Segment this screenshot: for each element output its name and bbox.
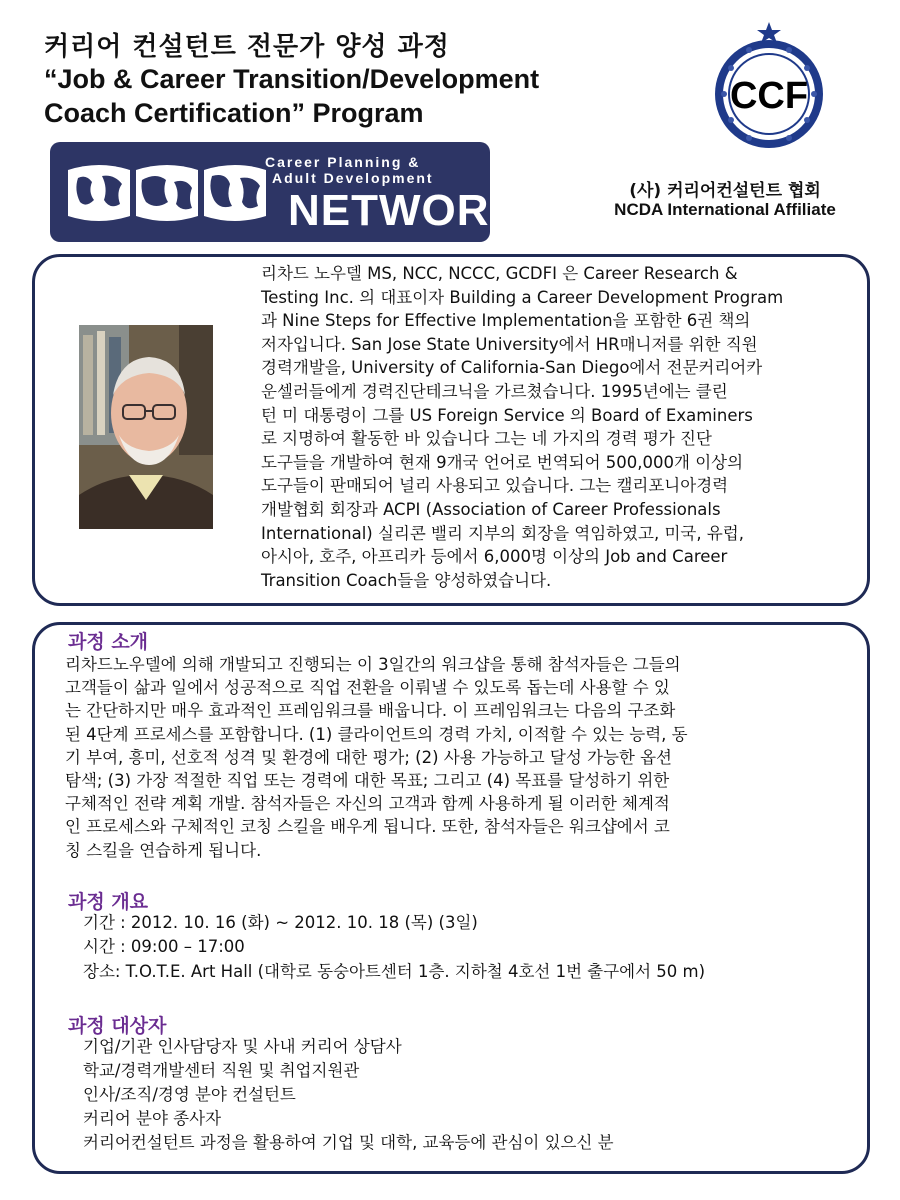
bio-text: 리차드 노우델 MS, NCC, NCCC, GCDFI 은 Career Research & Testing Inc. 의 대표이자 Building a Career Development Program 과 Nine Steps for Effective Implementation을 포함한 6권 책의 저자입니다. San Jose State University에서 HR매니저를 위한 직원 경력개발을, University of California-San Diego에서 전문커리어카 운셀러들에게 경력진단테크닉을 가르쳤습니다. 1995년에는 클린 턴 미 대통령이 그를 US Foreign Service 의 Board of Examiners 로 지명하여 활동한 바 있습니다 그는 네 가지의 경력 평가 진단 도구들을 개발하여 현재 9개국 언어로 번역되어 500,000개 이상의 도구들이 판매되어 널리 사용되고 있습니다. 그는 캘리포니아경력 개발협회 회장과 ACPI (Association of Career Professionals International) 실리콘 밸리 지부의 회장을 역임하였고, 미국, 유럽, 아시아, 호주, 아프리카 등에서 6,000명 이상의 Job and Career Transition Coach들을 양성하였습니다. (261, 264, 784, 590)
globe-icon (64, 162, 134, 224)
audience-item: 커리어컨설턴트 과정을 활용하여 기업 및 대학, 교육등에 관심이 있으신 분 (83, 1133, 614, 1152)
organization-name: (사) 커리어컨설턴트 협회 (629, 181, 821, 201)
banner-wordmark: NETWORK (288, 186, 523, 235)
course-section (32, 622, 870, 1174)
organization-affiliation: NCDA International Affiliate (614, 200, 836, 219)
audience-item: 기업/기관 인사담당자 및 사내 커리어 상담사 (83, 1037, 402, 1056)
title-korean: 커리어 컨설턴트 전문가 양성 과정 (44, 32, 450, 62)
network-banner (50, 142, 523, 242)
ccf-logo-text: CCF (729, 75, 809, 117)
overview-time: 시간 : 09:00 – 17:00 (83, 937, 245, 956)
intro-heading: 과정 소개 (68, 631, 149, 653)
audience-item: 인사/조직/경영 분야 컨설턴트 (83, 1085, 296, 1104)
overview-period: 기간 : 2012. 10. 16 (화) ~ 2012. 10. 18 (목) (3일) (83, 913, 478, 932)
banner-tagline-1: Career Planning & (265, 154, 421, 170)
globe-icon (132, 162, 202, 224)
globe-icon (200, 162, 270, 224)
intro-text: 리차드노우델에 의해 개발되고 진행되는 이 3일간의 워크샵을 통해 참석자들은 그들의 고객들이 삶과 일에서 성공적으로 직업 전환을 이뤄낼 수 있도록 돕는데 사용할 수 있 는 간단하지만 매우 효과적인 프레임워크를 배웁니다. 이 프레임워크는 다음의 구조화 된 4단계 프로세스를 포함합니다. (1) 클라이언트의 경력 가치, 이적할 수 있는 능력, 동 기 부여, 흥미, 선호적 성격 및 환경에 대한 평가; (2) 사용 가능하고 달성 가능한 옵션 탐색; (3) 가장 적절한 직업 또는 경력에 대한 목표; 그리고 (4) 목표를 달성하기 위한 구체적인 전략 계획 개발. 참석자들은 자신의 고객과 함께 사용하게 될 이러한 체계적 인 프로세스와 구체적인 코칭 스킬을 배우게 됩니다. 또한, 참석자들은 워크샵에서 코 칭 스킬을 연습하게 됩니다. (65, 655, 688, 860)
title-english-line2: Coach Certification” Program (44, 98, 424, 128)
ccf-logo (704, 20, 834, 150)
banner-tagline-2: Adult Development (272, 170, 434, 186)
instructor-photo (79, 325, 213, 529)
audience-item: 커리어 분야 종사자 (83, 1109, 222, 1128)
audience-heading: 과정 대상자 (68, 1015, 167, 1037)
audience-item: 학교/경력개발센터 직원 및 취업지원관 (83, 1061, 360, 1080)
overview-heading: 과정 개요 (68, 891, 149, 913)
bio-section (32, 254, 870, 606)
title-english (44, 62, 604, 130)
overview-venue: 장소: T.O.T.E. Art Hall (대학로 동숭아트센터 1층. 지하철 4호선 1번 출구에서 50 m) (83, 962, 706, 981)
title-english-line1: “Job & Career Transition/Development (44, 64, 540, 94)
